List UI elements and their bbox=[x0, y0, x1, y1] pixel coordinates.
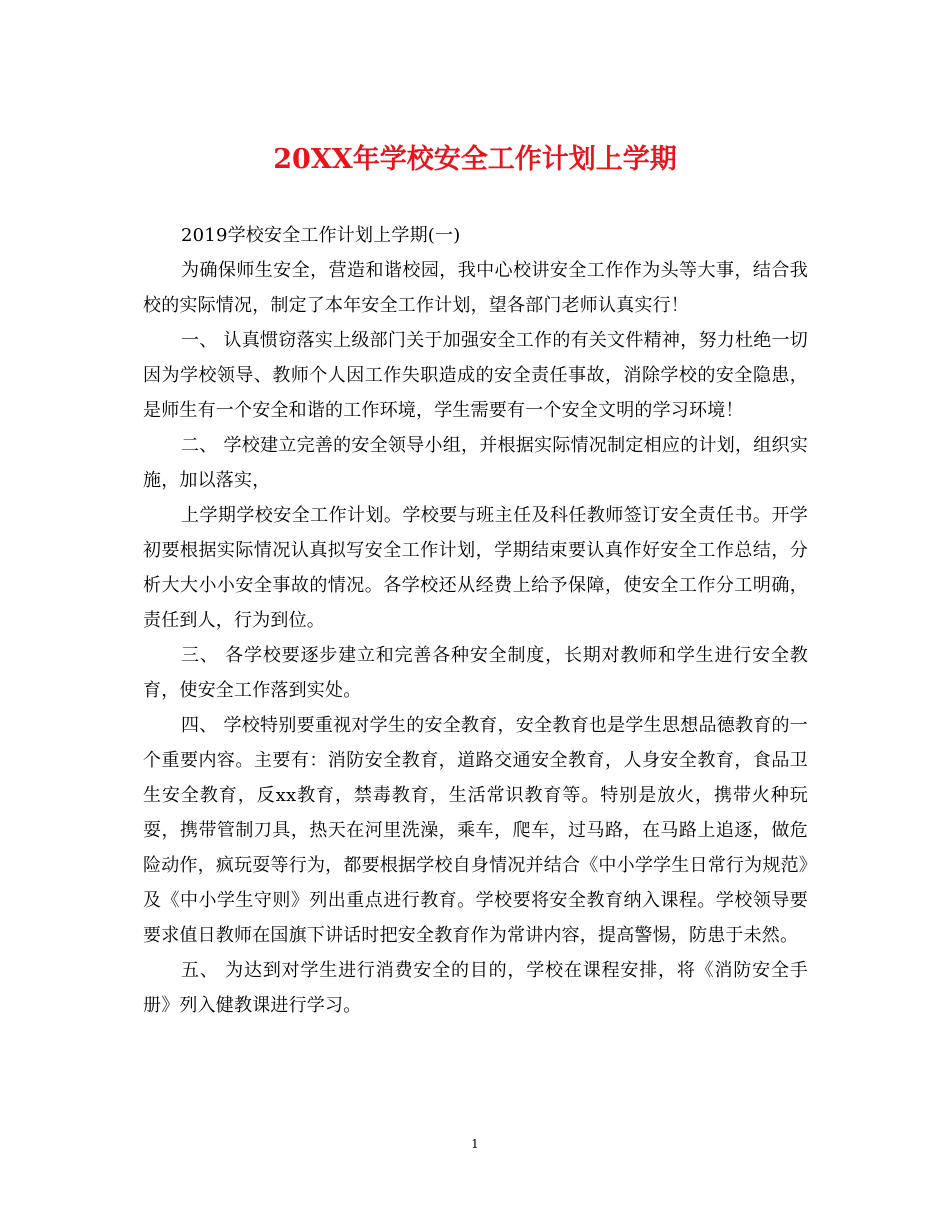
paragraph-item-3: 三、 各学校要逐步建立和完善各种安全制度，长期对教师和学生进行安全教育，使安全工作落到实处。 bbox=[143, 645, 808, 701]
paragraph-item-5: 五、 为达到对学生进行消费安全的目的，学校在课程安排，将《消防安全手册》列入健教课进行学习。 bbox=[143, 960, 808, 1016]
paragraph-item-2-detail: 上学期学校安全工作计划。学校要与班主任及科任教师签订安全责任书。开学初要根据实际情况认真拟写安全工作计划，学期结束要认真作好安全工作总结，分析大大小小安全事故的情况。各学校还从经费上给予保障，使安全工作分工明确，责任到人，行为到位。 bbox=[143, 505, 808, 631]
page-number: 1 bbox=[471, 1137, 479, 1151]
paragraph-item-2: 二、 学校建立完善的安全领导小组，并根据实际情况制定相应的计划，组织实施，加以落实， bbox=[143, 435, 808, 491]
paragraph-item-1: 一、 认真惯窃落实上级部门关于加强安全工作的有关文件精神，努力杜绝一切因为学校领导、教师个人因工作失职造成的安全责任事故，消除学校的安全隐患，是师生有一个安全和谐的工作环境，学生需要有一个安全文明的学习环境！ bbox=[143, 330, 808, 421]
document-body bbox=[143, 218, 808, 1023]
paragraph-subtitle: 2019学校安全工作计划上学期(一) bbox=[181, 225, 461, 246]
paragraph-intro: 为确保师生安全，营造和谐校园，我中心校讲安全工作作为头等大事，结合我校的实际情况，制定了本年安全工作计划，望各部门老师认真实行！ bbox=[143, 260, 808, 316]
paragraph-item-4: 四、 学校特别要重视对学生的安全教育，安全教育也是学生思想品德教育的一个重要内容。主要有：消防安全教育，道路交通安全教育，人身安全教育，食品卫生安全教育，反xx教育，禁毒教育，生活常识教育等。特别是放火，携带火种玩耍，携带管制刀具，热天在河里洗澡，乘车，爬车，过马路，在马路上追逐，做危险动作，疯玩耍等行为，都要根据学校自身情况并结合《中小学学生日常行为规范》及《中小学生守则》列出重点进行教育。学校要将安全教育纳入课程。学校领导要要求值日教师在国旗下讲话时把安全教育作为常讲内容，提高警惕，防患于未然。 bbox=[143, 715, 808, 946]
document-title: 20XX年学校安全工作计划上学期 bbox=[273, 144, 677, 175]
